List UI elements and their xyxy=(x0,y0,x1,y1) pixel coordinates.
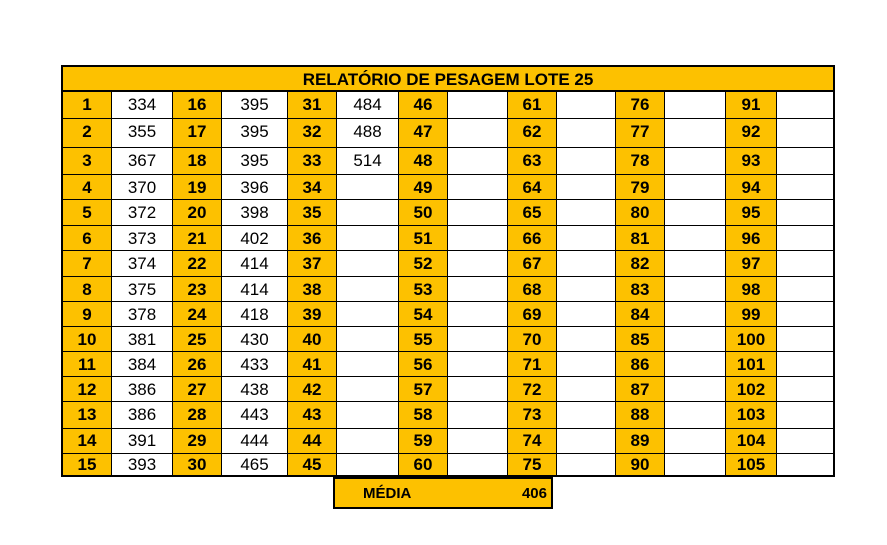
lot-number-cell: 60 xyxy=(399,454,448,475)
lot-number-cell: 91 xyxy=(726,92,777,119)
weight-cell: 514 xyxy=(337,148,399,175)
weight-cell xyxy=(448,454,508,475)
weight-cell xyxy=(448,429,508,454)
lot-number-cell: 14 xyxy=(63,429,112,454)
lot-number-cell: 21 xyxy=(173,226,222,251)
weight-cell xyxy=(777,277,833,302)
lot-number-cell: 69 xyxy=(508,302,557,327)
weight-cell xyxy=(448,226,508,251)
lot-number-cell: 37 xyxy=(288,251,337,277)
weight-cell xyxy=(665,251,726,277)
weight-cell xyxy=(557,148,616,175)
weight-cell: 398 xyxy=(222,200,288,226)
lot-number-cell: 62 xyxy=(508,119,557,148)
lot-number-cell: 75 xyxy=(508,454,557,475)
lot-number-cell: 23 xyxy=(173,277,222,302)
lot-number-cell: 57 xyxy=(399,377,448,402)
weight-cell: 367 xyxy=(112,148,173,175)
weight-cell xyxy=(337,251,399,277)
weight-cell xyxy=(665,352,726,377)
lot-number-cell: 25 xyxy=(173,327,222,352)
lot-number-cell: 53 xyxy=(399,277,448,302)
weight-cell xyxy=(448,302,508,327)
lot-number-cell: 12 xyxy=(63,377,112,402)
weight-cell xyxy=(448,200,508,226)
lot-number-cell: 71 xyxy=(508,352,557,377)
lot-number-cell: 17 xyxy=(173,119,222,148)
weight-cell: 386 xyxy=(112,377,173,402)
lot-number-cell: 83 xyxy=(616,277,665,302)
average-box xyxy=(333,477,553,509)
weight-cell xyxy=(777,429,833,454)
lot-number-cell: 54 xyxy=(399,302,448,327)
lot-number-cell: 43 xyxy=(288,402,337,429)
weight-cell: 381 xyxy=(112,327,173,352)
lot-number-cell: 89 xyxy=(616,429,665,454)
weight-cell xyxy=(337,352,399,377)
weight-cell xyxy=(448,352,508,377)
weight-cell: 391 xyxy=(112,429,173,454)
lot-number-cell: 76 xyxy=(616,92,665,119)
weight-cell xyxy=(777,302,833,327)
weight-cell: 433 xyxy=(222,352,288,377)
weight-cell: 395 xyxy=(222,119,288,148)
weight-cell xyxy=(665,302,726,327)
weight-cell xyxy=(557,327,616,352)
lot-number-cell: 19 xyxy=(173,175,222,200)
lot-number-cell: 101 xyxy=(726,352,777,377)
weight-cell xyxy=(665,327,726,352)
lot-number-cell: 56 xyxy=(399,352,448,377)
lot-number-cell: 9 xyxy=(63,302,112,327)
lot-number-cell: 34 xyxy=(288,175,337,200)
lot-number-cell: 33 xyxy=(288,148,337,175)
lot-number-cell: 36 xyxy=(288,226,337,251)
lot-number-cell: 95 xyxy=(726,200,777,226)
weight-cell xyxy=(448,327,508,352)
lot-number-cell: 18 xyxy=(173,148,222,175)
weight-cell: 488 xyxy=(337,119,399,148)
lot-number-cell: 39 xyxy=(288,302,337,327)
weight-cell xyxy=(665,454,726,475)
average-value: 406 xyxy=(521,485,547,502)
weight-cell: 418 xyxy=(222,302,288,327)
weight-cell xyxy=(448,251,508,277)
weight-cell xyxy=(557,226,616,251)
lot-number-cell: 105 xyxy=(726,454,777,475)
weight-cell: 393 xyxy=(112,454,173,475)
lot-number-cell: 81 xyxy=(616,226,665,251)
weight-cell xyxy=(337,277,399,302)
lot-number-cell: 93 xyxy=(726,148,777,175)
lot-number-cell: 3 xyxy=(63,148,112,175)
lot-number-cell: 20 xyxy=(173,200,222,226)
lot-number-cell: 24 xyxy=(173,302,222,327)
lot-number-cell: 11 xyxy=(63,352,112,377)
weight-cell xyxy=(665,226,726,251)
weight-cell: 414 xyxy=(222,277,288,302)
weight-cell xyxy=(777,352,833,377)
lot-number-cell: 52 xyxy=(399,251,448,277)
weight-cell xyxy=(448,148,508,175)
weight-cell xyxy=(777,251,833,277)
lot-number-cell: 16 xyxy=(173,92,222,119)
lot-number-cell: 63 xyxy=(508,148,557,175)
lot-number-cell: 29 xyxy=(173,429,222,454)
lot-number-cell: 65 xyxy=(508,200,557,226)
weight-cell xyxy=(448,175,508,200)
weight-cell xyxy=(557,119,616,148)
lot-number-cell: 103 xyxy=(726,402,777,429)
weight-cell: 438 xyxy=(222,377,288,402)
lot-number-cell: 6 xyxy=(63,226,112,251)
weight-cell: 334 xyxy=(112,92,173,119)
lot-number-cell: 74 xyxy=(508,429,557,454)
lot-number-cell: 46 xyxy=(399,92,448,119)
lot-number-cell: 85 xyxy=(616,327,665,352)
weight-cell xyxy=(665,277,726,302)
lot-number-cell: 48 xyxy=(399,148,448,175)
lot-number-cell: 26 xyxy=(173,352,222,377)
weight-cell xyxy=(448,402,508,429)
weight-cell xyxy=(337,377,399,402)
weight-cell xyxy=(557,251,616,277)
lot-number-cell: 42 xyxy=(288,377,337,402)
lot-number-cell: 68 xyxy=(508,277,557,302)
weight-cell xyxy=(557,92,616,119)
weight-cell xyxy=(557,302,616,327)
weight-cell xyxy=(557,429,616,454)
weight-cell: 386 xyxy=(112,402,173,429)
weight-cell xyxy=(448,92,508,119)
lot-number-cell: 51 xyxy=(399,226,448,251)
lot-number-cell: 92 xyxy=(726,119,777,148)
weight-cell xyxy=(337,302,399,327)
weight-cell xyxy=(777,454,833,475)
lot-number-cell: 58 xyxy=(399,402,448,429)
weight-cell xyxy=(777,148,833,175)
weight-cell: 355 xyxy=(112,119,173,148)
lot-number-cell: 41 xyxy=(288,352,337,377)
lot-number-cell: 49 xyxy=(399,175,448,200)
lot-number-cell: 102 xyxy=(726,377,777,402)
weighing-grid xyxy=(63,92,833,475)
weight-cell: 395 xyxy=(222,92,288,119)
lot-number-cell: 66 xyxy=(508,226,557,251)
weight-cell: 430 xyxy=(222,327,288,352)
weight-cell: 443 xyxy=(222,402,288,429)
weighing-report-sheet xyxy=(61,65,835,477)
weight-cell xyxy=(448,377,508,402)
lot-number-cell: 94 xyxy=(726,175,777,200)
lot-number-cell: 100 xyxy=(726,327,777,352)
lot-number-cell: 61 xyxy=(508,92,557,119)
weight-cell xyxy=(777,377,833,402)
lot-number-cell: 5 xyxy=(63,200,112,226)
weight-cell xyxy=(665,402,726,429)
lot-number-cell: 79 xyxy=(616,175,665,200)
weight-cell xyxy=(337,200,399,226)
weight-cell xyxy=(665,175,726,200)
lot-number-cell: 1 xyxy=(63,92,112,119)
lot-number-cell: 70 xyxy=(508,327,557,352)
weight-cell xyxy=(557,402,616,429)
weight-cell: 465 xyxy=(222,454,288,475)
weight-cell: 402 xyxy=(222,226,288,251)
lot-number-cell: 97 xyxy=(726,251,777,277)
weight-cell: 372 xyxy=(112,200,173,226)
lot-number-cell: 86 xyxy=(616,352,665,377)
lot-number-cell: 31 xyxy=(288,92,337,119)
report-title: RELATÓRIO DE PESAGEM LOTE 25 xyxy=(63,67,833,92)
lot-number-cell: 2 xyxy=(63,119,112,148)
lot-number-cell: 59 xyxy=(399,429,448,454)
weight-cell xyxy=(777,92,833,119)
lot-number-cell: 32 xyxy=(288,119,337,148)
lot-number-cell: 55 xyxy=(399,327,448,352)
weight-cell xyxy=(337,226,399,251)
lot-number-cell: 99 xyxy=(726,302,777,327)
weight-cell: 395 xyxy=(222,148,288,175)
lot-number-cell: 10 xyxy=(63,327,112,352)
lot-number-cell: 35 xyxy=(288,200,337,226)
lot-number-cell: 28 xyxy=(173,402,222,429)
lot-number-cell: 67 xyxy=(508,251,557,277)
weight-cell xyxy=(448,119,508,148)
weight-cell xyxy=(777,119,833,148)
weight-cell xyxy=(557,352,616,377)
lot-number-cell: 38 xyxy=(288,277,337,302)
lot-number-cell: 87 xyxy=(616,377,665,402)
weight-cell xyxy=(665,119,726,148)
lot-number-cell: 8 xyxy=(63,277,112,302)
lot-number-cell: 82 xyxy=(616,251,665,277)
lot-number-cell: 4 xyxy=(63,175,112,200)
lot-number-cell: 7 xyxy=(63,251,112,277)
lot-number-cell: 47 xyxy=(399,119,448,148)
lot-number-cell: 30 xyxy=(173,454,222,475)
lot-number-cell: 96 xyxy=(726,226,777,251)
weight-cell xyxy=(337,402,399,429)
weight-cell xyxy=(665,377,726,402)
lot-number-cell: 73 xyxy=(508,402,557,429)
weight-cell: 374 xyxy=(112,251,173,277)
lot-number-cell: 15 xyxy=(63,454,112,475)
weight-cell xyxy=(665,429,726,454)
lot-number-cell: 27 xyxy=(173,377,222,402)
weight-cell xyxy=(777,327,833,352)
lot-number-cell: 80 xyxy=(616,200,665,226)
weight-cell: 384 xyxy=(112,352,173,377)
lot-number-cell: 90 xyxy=(616,454,665,475)
weight-cell xyxy=(557,277,616,302)
lot-number-cell: 13 xyxy=(63,402,112,429)
lot-number-cell: 72 xyxy=(508,377,557,402)
weight-cell: 375 xyxy=(112,277,173,302)
lot-number-cell: 40 xyxy=(288,327,337,352)
weight-cell: 373 xyxy=(112,226,173,251)
lot-number-cell: 64 xyxy=(508,175,557,200)
average-label: MÉDIA xyxy=(363,485,412,502)
weight-cell xyxy=(337,454,399,475)
lot-number-cell: 77 xyxy=(616,119,665,148)
weight-cell: 396 xyxy=(222,175,288,200)
weight-cell xyxy=(337,429,399,454)
weight-cell xyxy=(777,226,833,251)
lot-number-cell: 88 xyxy=(616,402,665,429)
lot-number-cell: 98 xyxy=(726,277,777,302)
weight-cell xyxy=(557,377,616,402)
weight-cell xyxy=(777,402,833,429)
weight-cell xyxy=(777,200,833,226)
lot-number-cell: 22 xyxy=(173,251,222,277)
weight-cell xyxy=(337,175,399,200)
weight-cell: 444 xyxy=(222,429,288,454)
weight-cell: 414 xyxy=(222,251,288,277)
lot-number-cell: 44 xyxy=(288,429,337,454)
lot-number-cell: 84 xyxy=(616,302,665,327)
lot-number-cell: 78 xyxy=(616,148,665,175)
weight-cell: 370 xyxy=(112,175,173,200)
weight-cell: 378 xyxy=(112,302,173,327)
lot-number-cell: 45 xyxy=(288,454,337,475)
weight-cell xyxy=(665,148,726,175)
weight-cell xyxy=(665,200,726,226)
weight-cell xyxy=(557,200,616,226)
weight-cell xyxy=(557,175,616,200)
weight-cell: 484 xyxy=(337,92,399,119)
weight-cell xyxy=(557,454,616,475)
weight-cell xyxy=(337,327,399,352)
weight-cell xyxy=(777,175,833,200)
weight-cell xyxy=(448,277,508,302)
lot-number-cell: 50 xyxy=(399,200,448,226)
weight-cell xyxy=(665,92,726,119)
lot-number-cell: 104 xyxy=(726,429,777,454)
